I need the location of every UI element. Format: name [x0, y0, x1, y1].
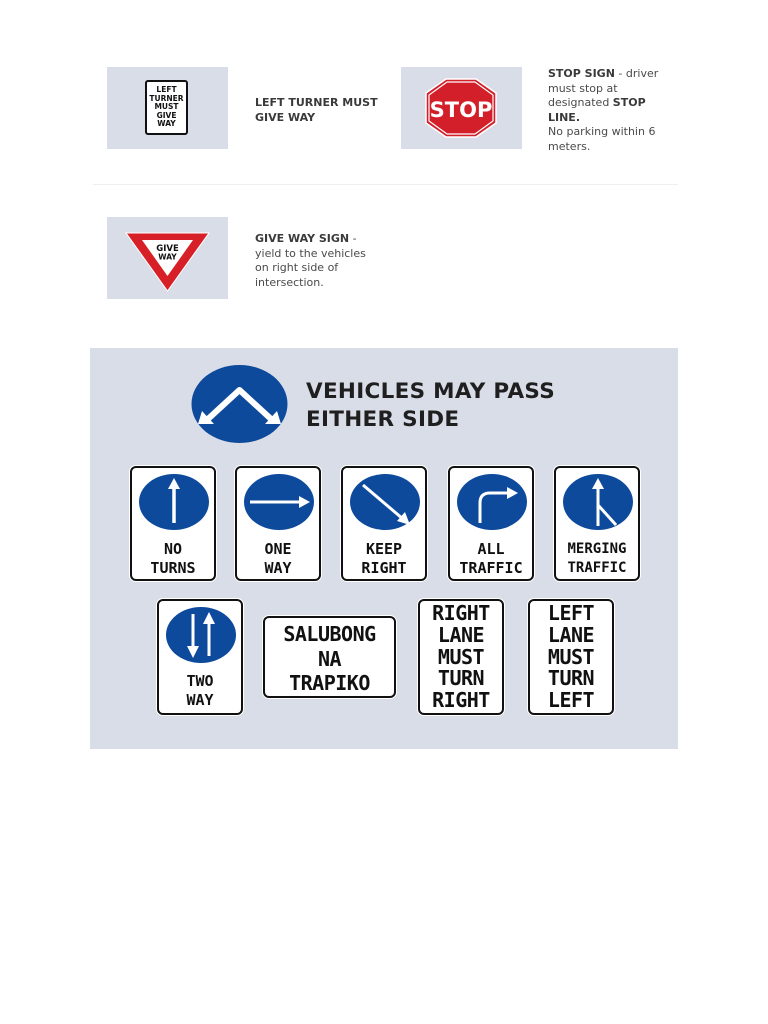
- merging-traffic-sign: [554, 466, 640, 581]
- arrow-right-icon: [243, 473, 315, 531]
- sign-line: TURNER: [149, 93, 184, 103]
- sign-line: TURN: [437, 666, 485, 691]
- sign-line: MUST: [547, 644, 595, 669]
- caption-text: STOP: [612, 96, 646, 109]
- caption-text: designated: [548, 96, 613, 109]
- caption-text: meters.: [548, 139, 591, 153]
- sign-line: KEEP: [365, 540, 403, 558]
- sign-line: RIGHT: [432, 688, 490, 713]
- sign-line: RIGHT: [432, 601, 490, 625]
- give-way-title: GIVE WAY SIGN: [255, 232, 350, 245]
- sign-line: NO: [163, 540, 183, 558]
- merge-icon: [562, 473, 634, 531]
- sign-line: NA: [317, 646, 342, 671]
- headline-line: EITHER SIDE: [306, 407, 460, 432]
- arrow-up-icon: [138, 473, 210, 531]
- sign-line: WAY: [158, 252, 177, 262]
- sign-line: WAY: [157, 119, 176, 129]
- caption-text: yield to the vehicles: [255, 246, 366, 260]
- caption-text: on right side of: [255, 261, 339, 274]
- panel-headline: [306, 378, 555, 434]
- caption-line: LEFT TURNER MUST: [255, 96, 378, 109]
- give-way-sign: [125, 232, 210, 292]
- one-way-sign: [235, 466, 321, 581]
- sign-line: TWO: [186, 672, 214, 690]
- sign-line: LEFT: [547, 688, 595, 713]
- sign-line: SALUBONG: [283, 622, 376, 646]
- sign-line: TURN: [547, 666, 595, 691]
- left-turner-sign: [145, 80, 188, 135]
- left-turner-caption: [255, 96, 378, 125]
- caption-line: GIVE WAY: [255, 110, 316, 124]
- sign-line: GIVE: [156, 244, 179, 254]
- sign-line: TRAFFIC: [567, 560, 627, 576]
- sign-line: LANE: [437, 622, 485, 647]
- turn-right-icon: [456, 473, 528, 531]
- sign-line: TRAFFIC: [459, 559, 523, 577]
- salubong-na-trapiko-sign: [263, 616, 396, 698]
- left-lane-must-turn-left-sign: [528, 599, 614, 715]
- sign-line: MUST: [437, 644, 485, 669]
- sign-line: MUST: [154, 102, 179, 112]
- give-way-caption: [255, 232, 366, 290]
- stop-caption: [548, 67, 658, 154]
- caption-text: - driver: [614, 67, 659, 80]
- divider: [93, 184, 678, 185]
- sign-line: GIVE: [156, 110, 177, 120]
- sign-line: TURNS: [150, 559, 196, 577]
- stop-sign: [425, 78, 497, 138]
- two-way-arrows-icon: [165, 606, 237, 664]
- caption-text: intersection.: [255, 275, 324, 289]
- no-turns-sign: [130, 466, 216, 581]
- sign-line: WAY: [264, 559, 292, 577]
- sign-line: ALL: [477, 540, 505, 558]
- sign-line: WAY: [186, 691, 214, 709]
- sign-line: RIGHT: [361, 559, 407, 577]
- pass-either-side-sign: [190, 364, 289, 444]
- sign-line: MERGING: [567, 541, 627, 557]
- keep-right-sign: [341, 466, 427, 581]
- two-way-sign: [157, 599, 243, 715]
- arrow-down-right-icon: [349, 473, 421, 531]
- stop-sign-text: STOP: [429, 98, 493, 122]
- all-traffic-sign: [448, 466, 534, 581]
- sign-line: LEFT: [547, 601, 595, 625]
- sign-line: LEFT: [156, 85, 177, 95]
- right-lane-must-turn-right-sign: [418, 599, 504, 715]
- caption-text: must stop at: [548, 81, 618, 95]
- stop-title: STOP SIGN: [548, 67, 615, 80]
- sign-line: LANE: [547, 622, 595, 647]
- caption-text: No parking within 6: [548, 125, 656, 138]
- sign-line: ONE: [264, 540, 292, 558]
- headline-line: VEHICLES MAY PASS: [306, 379, 556, 404]
- caption-text: -: [349, 232, 357, 245]
- sign-line: TRAPIKO: [289, 671, 370, 695]
- caption-text: LINE.: [548, 110, 581, 124]
